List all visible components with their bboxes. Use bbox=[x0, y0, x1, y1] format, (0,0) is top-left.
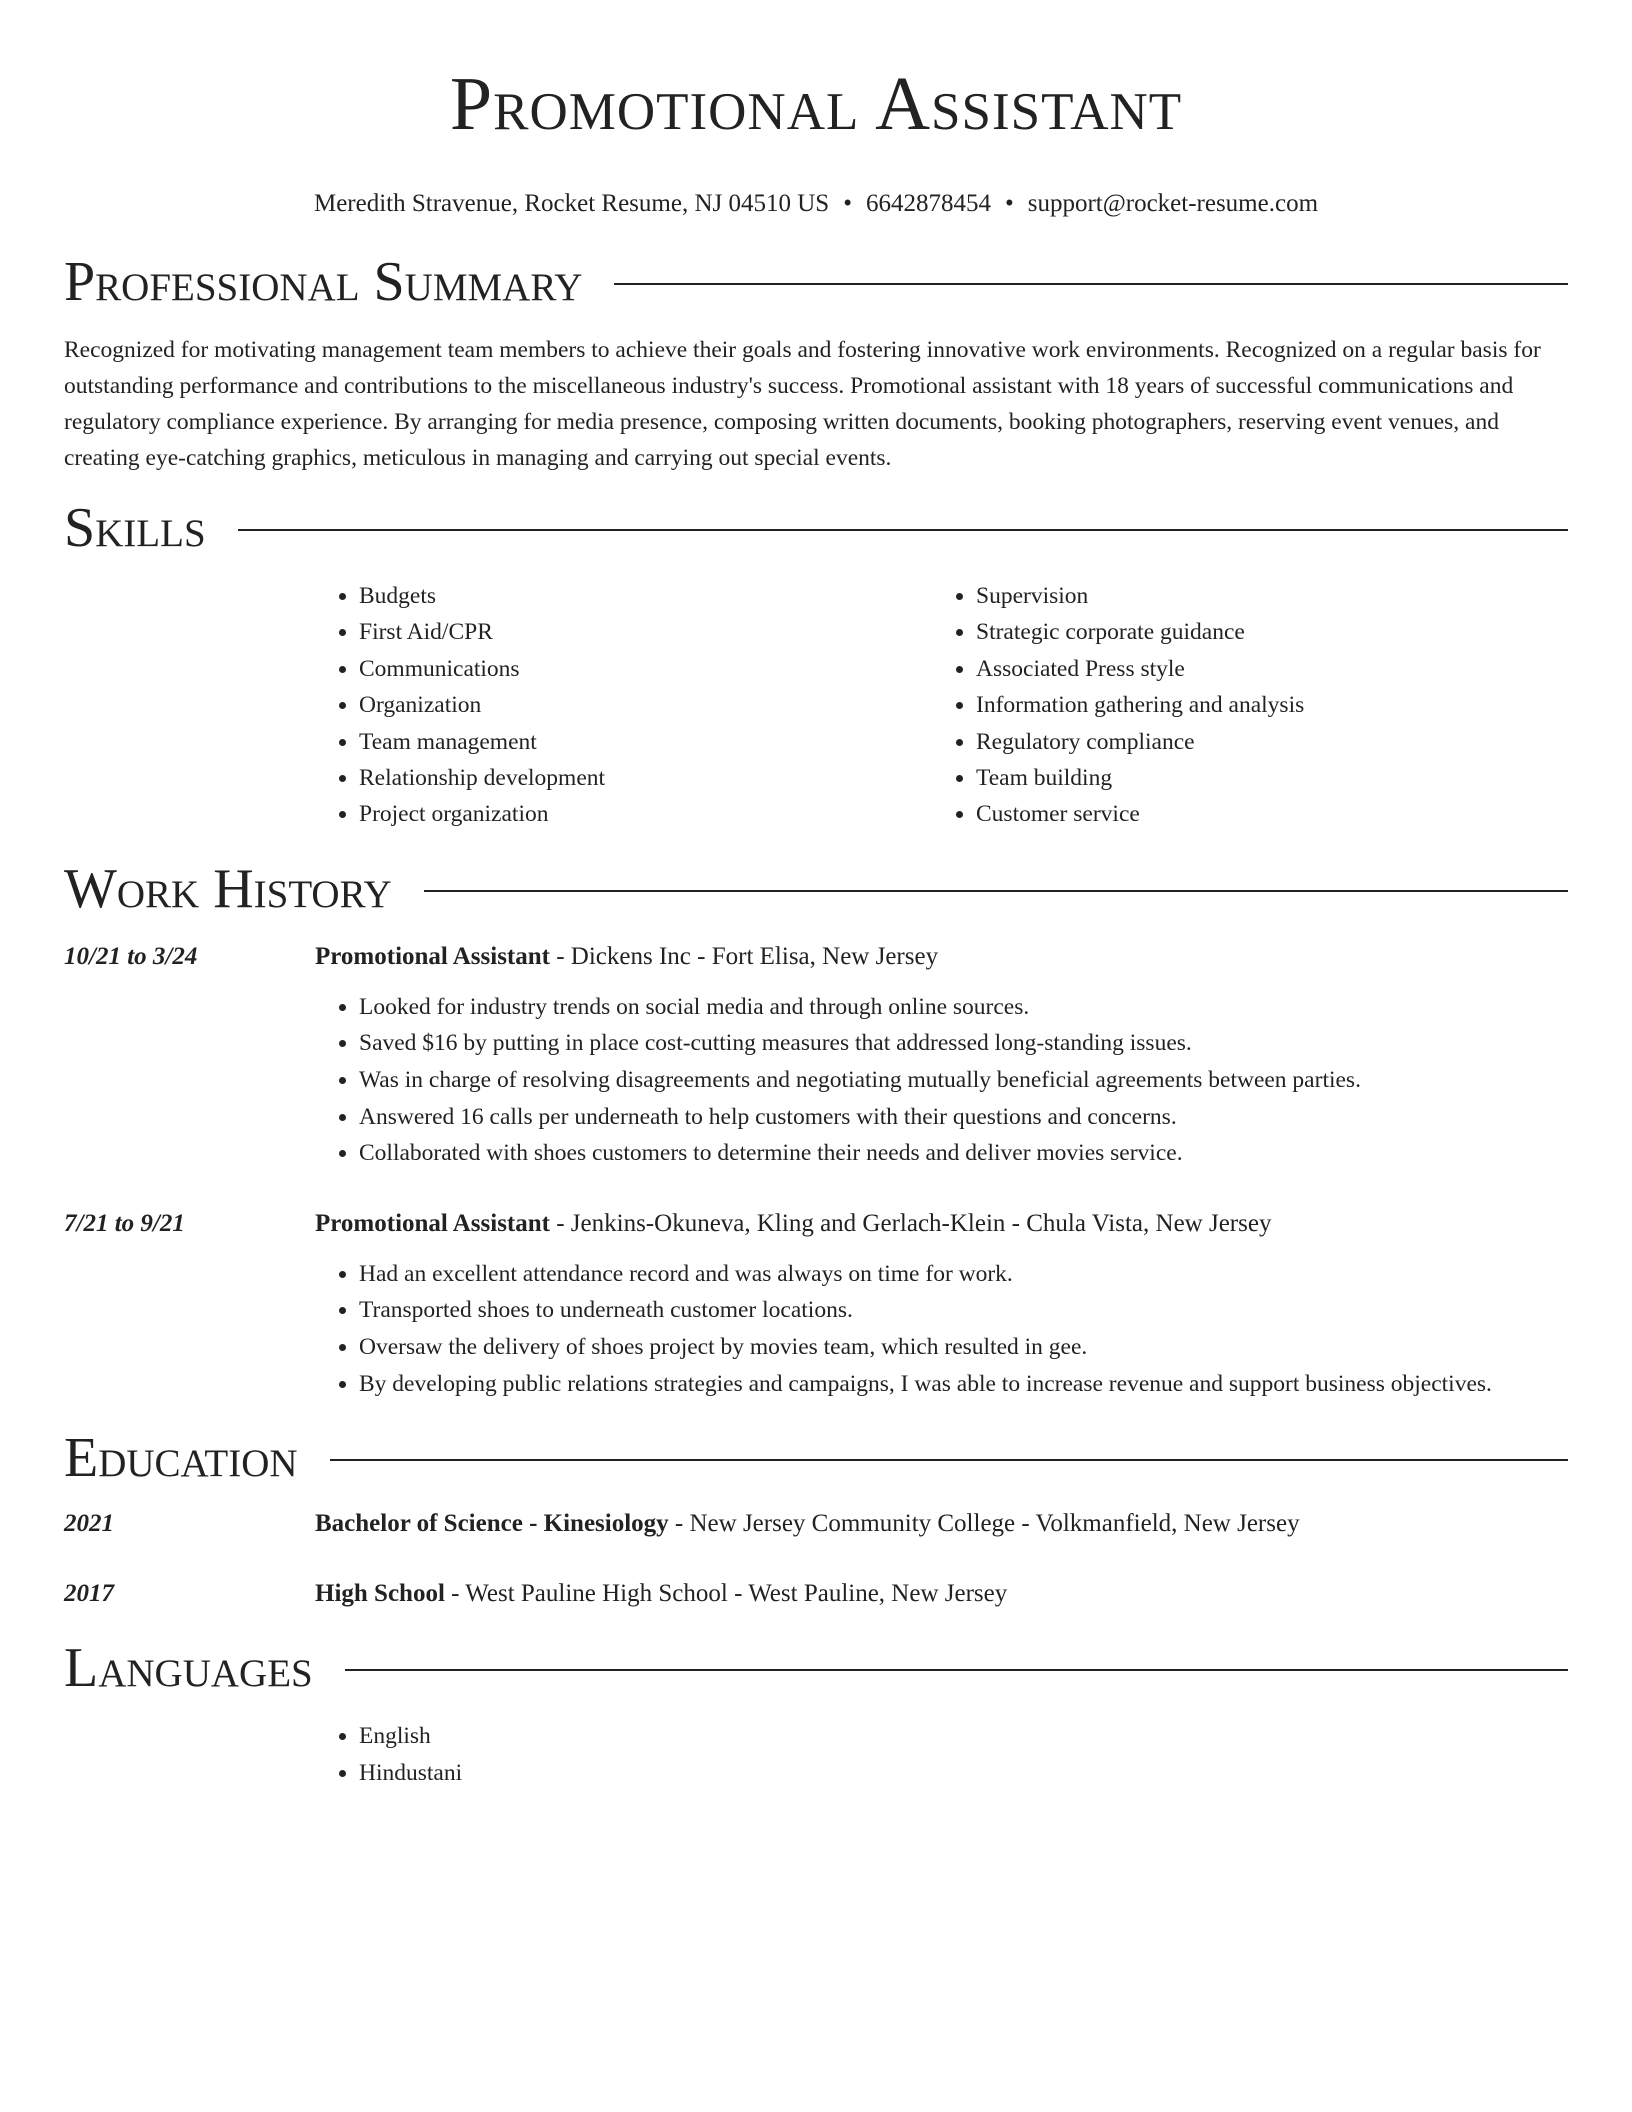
skill-item: • Customer service bbox=[976, 796, 1549, 832]
skill-item: • Organization bbox=[359, 687, 932, 723]
languages-section-header bbox=[64, 1636, 1568, 1700]
education-section-header bbox=[64, 1426, 1568, 1490]
education-degree: Bachelor of Science - Kinesiology bbox=[315, 1510, 669, 1538]
resume-page bbox=[64, 0, 1568, 1791]
languages-heading: Languages bbox=[64, 1637, 313, 1700]
education-degree: High School bbox=[315, 1580, 445, 1608]
job-bullet: • Oversaw the delivery of shoes project by movies team, which resulted in gee. bbox=[359, 1329, 1568, 1366]
skill-item: • Information gathering and analysis bbox=[976, 687, 1549, 723]
education-year: 2021 bbox=[64, 1510, 114, 1538]
job-bullet: • Looked for industry trends on social media and through online sources. bbox=[359, 989, 1568, 1026]
job-bullets bbox=[315, 1256, 1568, 1402]
job-bullet: • Saved $16 by putting in place cost-cutting measures that addressed long-standing issues. bbox=[359, 1025, 1568, 1062]
job-title-line bbox=[315, 939, 938, 975]
skill-item: • Regulatory compliance bbox=[976, 724, 1549, 760]
education-heading: Education bbox=[64, 1427, 298, 1490]
job-details: - Dickens Inc - Fort Elisa, New Jersey bbox=[549, 942, 939, 970]
skill-item: • Relationship development bbox=[359, 760, 932, 796]
skill-item: • Budgets bbox=[359, 578, 932, 614]
language-item: • Hindustani bbox=[359, 1755, 1568, 1791]
job-dates: 7/21 to 9/21 bbox=[64, 1209, 185, 1237]
contact-separator: • bbox=[1004, 190, 1014, 217]
skill-item: • Team management bbox=[359, 724, 932, 760]
summary-section-header bbox=[64, 250, 1568, 314]
skills-columns bbox=[315, 578, 1568, 833]
work-heading: Work History bbox=[64, 857, 392, 920]
education-entry bbox=[64, 1576, 1568, 1612]
resume-title: Promotional Assistant bbox=[449, 62, 1183, 146]
job-dates: 10/21 to 3/24 bbox=[64, 942, 198, 970]
job-bullet: • By developing public relations strategies and campaigns, I was able to increase revenue and support business objectives. bbox=[359, 1366, 1568, 1403]
education-line bbox=[315, 1506, 1300, 1542]
skills-list-left bbox=[315, 578, 932, 833]
education-entry bbox=[64, 1506, 1568, 1542]
skill-item: • Project organization bbox=[359, 796, 932, 832]
summary-heading: Professional Summary bbox=[64, 251, 583, 313]
job-role: Promotional Assistant bbox=[315, 942, 550, 970]
job-title-line bbox=[315, 1206, 1271, 1242]
job-header bbox=[64, 939, 1568, 975]
phone: 6642878454 bbox=[865, 190, 991, 217]
skills-section-header bbox=[64, 496, 1568, 560]
contact-separator: • bbox=[843, 190, 852, 217]
job-role: Promotional Assistant bbox=[315, 1209, 550, 1237]
skill-item: • First Aid/CPR bbox=[359, 614, 932, 650]
skills-list-right bbox=[932, 578, 1549, 833]
work-section-header bbox=[64, 857, 1568, 921]
education-year: 2017 bbox=[64, 1580, 114, 1608]
skill-item: • Strategic corporate guidance bbox=[976, 614, 1549, 650]
job-bullet: • Was in charge of resolving disagreements and negotiating mutually beneficial agreements between parties. bbox=[359, 1062, 1568, 1099]
education-details: - West Pauline High School - West Pauline, New Jersey bbox=[444, 1580, 1008, 1608]
job-entry bbox=[64, 1206, 1568, 1402]
job-bullet: • Transported shoes to underneath customer locations. bbox=[359, 1292, 1568, 1329]
section-divider bbox=[424, 890, 1568, 892]
skill-item: • Team building bbox=[976, 760, 1549, 796]
skill-item: • Supervision bbox=[976, 578, 1549, 614]
education-details: - New Jersey Community College - Volkmanfield, New Jersey bbox=[668, 1510, 1300, 1538]
skill-item: • Associated Press style bbox=[976, 651, 1549, 687]
skill-item: • Communications bbox=[359, 651, 932, 687]
job-bullet: • Collaborated with shoes customers to determine their needs and deliver movies service. bbox=[359, 1135, 1568, 1172]
job-bullet: • Answered 16 calls per underneath to help customers with their questions and concerns. bbox=[359, 1099, 1568, 1136]
section-divider bbox=[345, 1669, 1568, 1671]
language-item: • English bbox=[359, 1718, 1568, 1754]
languages-list bbox=[315, 1718, 1568, 1791]
section-divider bbox=[614, 283, 1568, 285]
job-details: - Jenkins-Okuneva, Kling and Gerlach-Klein - Chula Vista, New Jersey bbox=[549, 1209, 1272, 1237]
education-line bbox=[315, 1576, 1007, 1612]
email: support@rocket-resume.com bbox=[1027, 190, 1319, 217]
job-header bbox=[64, 1206, 1568, 1242]
job-bullet: • Had an excellent attendance record and was always on time for work. bbox=[359, 1256, 1568, 1293]
skills-heading: Skills bbox=[64, 497, 206, 559]
section-divider bbox=[330, 1459, 1568, 1461]
summary-text: Recognized for motivating management team members to achieve their goals and fostering innovative work environments. Recognized on a regular basis for outstanding performance and contributions to the miscellaneous industry's success. Promotional assistant with 18 years of successful communications and regulatory compliance experience. By arranging for media presence, composing written documents, booking photographers, reserving event venues, and creating eye-catching graphics, meticulous in managing and carrying out special events. bbox=[64, 337, 1541, 471]
address: Meredith Stravenue, Rocket Resume, NJ 04510 US bbox=[313, 190, 830, 217]
contact-line bbox=[64, 188, 1568, 220]
section-divider bbox=[238, 529, 1568, 531]
job-bullets bbox=[315, 989, 1568, 1172]
job-entry bbox=[64, 939, 1568, 1172]
